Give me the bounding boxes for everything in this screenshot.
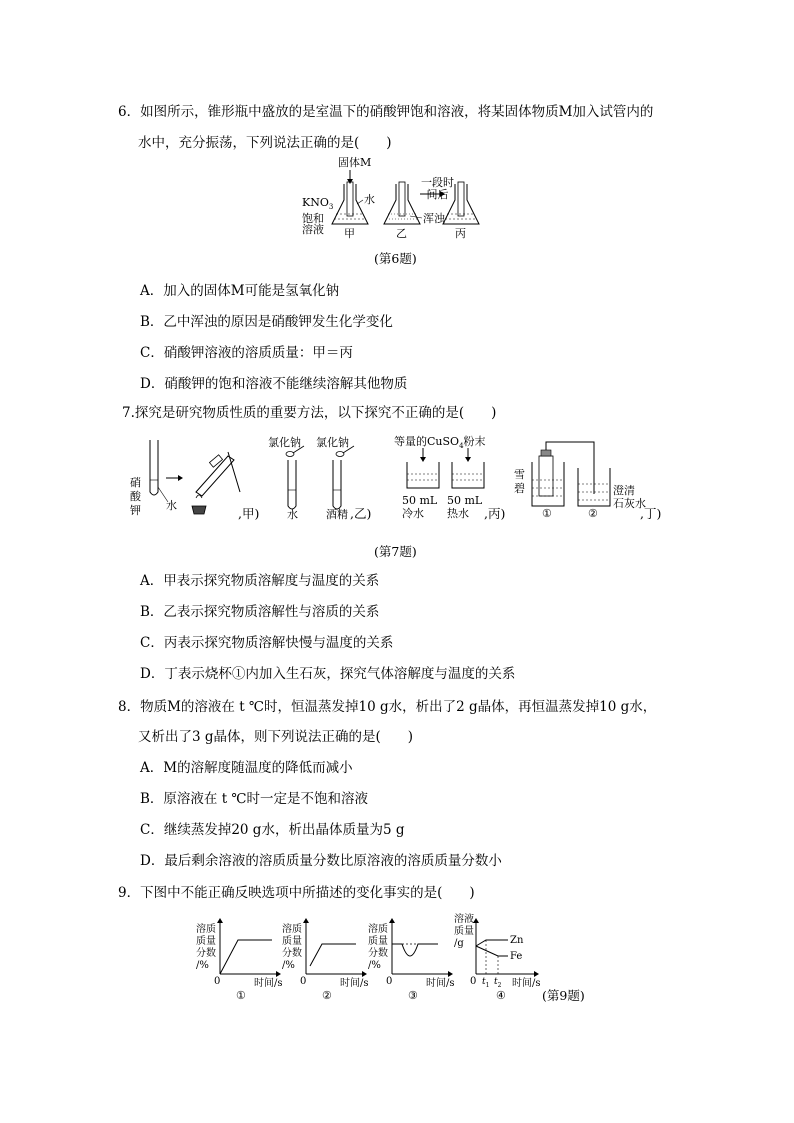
flask-jia-label: 甲: [344, 227, 355, 240]
graph4-origin: 0: [470, 976, 477, 987]
after-time-label: 一段时 间后: [421, 176, 454, 201]
q8-stem-line2: 又析出了3 g晶体，则下列说法正确的是( ): [138, 729, 414, 745]
kno3-label: 硝 酸 钾: [130, 476, 141, 517]
q6-caption: (第6题): [374, 251, 417, 266]
beaker-1-label: ①: [542, 507, 552, 520]
graph3-origin: 0: [386, 976, 393, 987]
graph3-number: ③: [408, 989, 418, 1002]
zn-label: Zn: [510, 935, 524, 946]
q7-option-b: B．乙表示探究物质溶解性与溶质的关系: [140, 604, 380, 620]
q9-stem: 9．下图中不能正确反映选项中所描述的变化事实的是( ): [118, 885, 475, 901]
q7-stem: 7.探究是研究物质性质的重要方法，以下探究不正确的是( ): [122, 405, 497, 421]
q7-water-label: 水: [166, 499, 177, 512]
alcohol-label: 酒精: [326, 508, 348, 521]
kno3-solution-label: $KNO_3$ 饱和 溶液: [302, 196, 334, 237]
graph1-xlabel: 时间/s: [254, 978, 283, 989]
graph3-ylabel: 溶质 质量 分数 /%: [368, 924, 388, 971]
cuso4-label: 等量的CuSO$_4$粉末: [394, 435, 486, 451]
q6-figure: [300, 152, 500, 242]
q7-water2-label: 水: [287, 508, 298, 521]
q8-option-b: B．原溶液在 t ℃时一定是不饱和溶液: [140, 791, 369, 807]
q7-figure: [128, 432, 680, 527]
graph4-xlabel: 时间/s: [512, 978, 541, 989]
solid-m-label: 固体M: [338, 156, 372, 169]
cold-water-label: 50 mL 冷水: [402, 494, 438, 520]
q7-option-a: A．甲表示探究物质溶解度与温度的关系: [140, 573, 380, 589]
sprite-label: 雪 碧: [514, 468, 525, 495]
q6-option-c: C．硝酸钾溶液的溶质质量：甲＝丙: [140, 345, 353, 361]
t2-label: $t_2$: [494, 977, 502, 989]
hot-water-label: 50 mL 热水: [447, 494, 483, 520]
figure-yi-label: ,乙): [350, 506, 372, 521]
graph4-number: ④: [496, 989, 506, 1002]
figure-jia-label: ,甲): [238, 506, 260, 521]
water-label: 水: [364, 193, 375, 206]
graph2-xlabel: 时间/s: [340, 978, 369, 989]
q6-stem-line2: 水中，充分振荡，下列说法正确的是( ): [138, 135, 392, 151]
t1-label: $t_1$: [482, 977, 490, 989]
fe-label: Fe: [510, 951, 523, 962]
graph2-origin: 0: [300, 976, 307, 987]
q6-option-b: B．乙中浑浊的原因是硝酸钾发生化学变化: [140, 314, 393, 330]
q6-option-a: A．加入的固体M可能是氢氧化钠: [140, 283, 340, 299]
graph3-xlabel: 时间/s: [426, 978, 455, 989]
turbid-label: 浑浊: [423, 212, 445, 225]
q8-option-d: D．最后剩余溶液的溶质质量分数比原溶液的溶质质量分数小: [140, 853, 502, 869]
q8-option-a: A．M的溶解度随温度的降低而减小: [140, 760, 353, 776]
q9-caption: (第9题): [542, 988, 585, 1003]
q7-option-c: C．丙表示探究物质溶解快慢与温度的关系: [140, 635, 394, 651]
flask-yi-label: 乙: [396, 227, 407, 240]
nacl-label-2: 氯化钠: [316, 436, 349, 449]
q6-stem-line1: 6．如图所示，锥形瓶中盛放的是室温下的硝酸钾饱和溶液，将某固体物质M加入试管内的: [118, 104, 654, 120]
q8-stem-line1: 8．物质M的溶液在 t ℃时，恒温蒸发掉10 g水，析出了2 g晶体，再恒温蒸发掉10 g水，: [118, 699, 657, 715]
q9-figure: [196, 910, 606, 1006]
nacl-label-1: 氯化钠: [268, 436, 301, 449]
graph4-ylabel: 溶液 质量 /g: [454, 914, 474, 949]
q7-option-d: D．丁表示烧杯①内加入生石灰，探究气体溶解度与温度的关系: [140, 666, 516, 682]
graph1-ylabel: 溶质 质量 分数 /%: [196, 924, 216, 971]
q8-option-c: C．继续蒸发掉20 g水，析出晶体质量为5 g: [140, 822, 405, 838]
figure-ding-label: ,丁): [640, 506, 662, 521]
lime-water-label: 澄清 石灰水: [613, 484, 646, 510]
flask-bing-label: 丙: [455, 227, 466, 240]
q7-caption: (第7题): [374, 544, 417, 559]
figure-bing-label: ,丙): [484, 506, 506, 521]
q6-option-d: D．硝酸钾的饱和溶液不能继续溶解其他物质: [140, 376, 408, 392]
graph2-number: ②: [322, 989, 332, 1002]
graph1-origin: 0: [214, 976, 221, 987]
beaker-2-label: ②: [588, 507, 598, 520]
graph2-ylabel: 溶质 质量 分数 /%: [282, 924, 302, 971]
graph1-number: ①: [236, 989, 246, 1002]
